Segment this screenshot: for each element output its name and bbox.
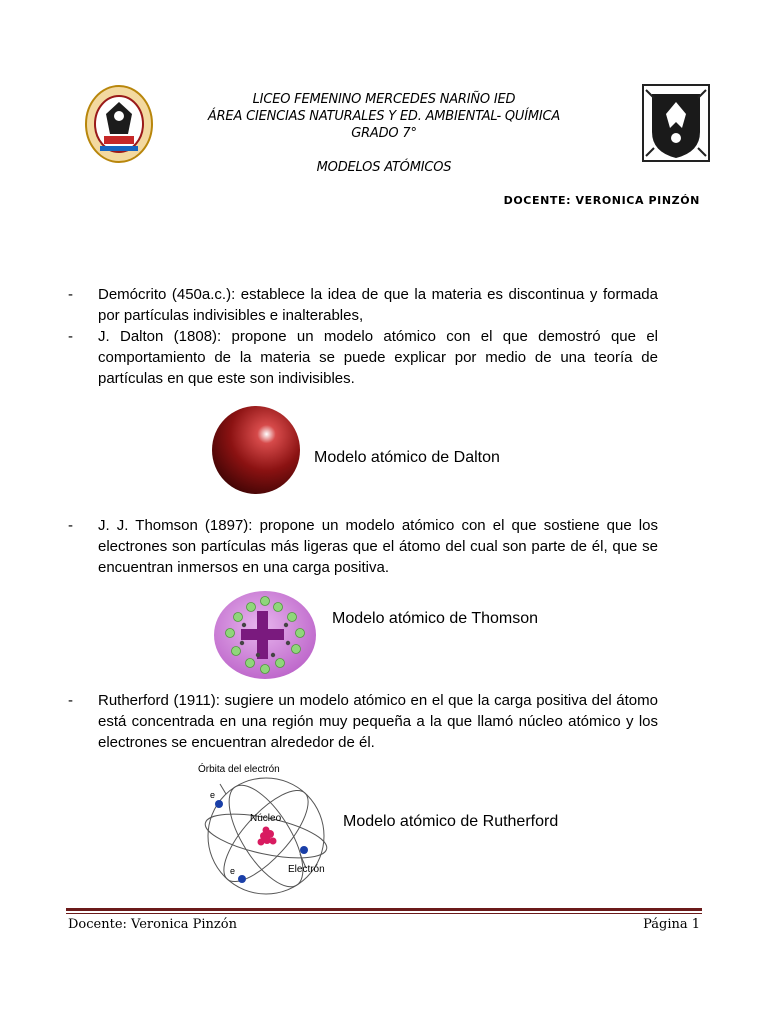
list-dash: - [68,328,73,345]
area-name: ÁREA CIENCIAS NATURALES Y ED. AMBIENTAL- QUÍMICA [207,109,561,124]
electron-symbol-label: e [230,866,236,876]
rutherford-caption: Modelo atómico de Rutherford [343,813,559,830]
list-item-rutherford [68,690,658,753]
nucleus-label: Núcleo [250,813,282,824]
footer-page-number: Página 1 [643,917,700,932]
grade-label: GRADO 7° [351,126,417,141]
list-item-text: J. Dalton (1808): propone un modelo atómico con el que demostró que el comportamiento de la materia se puede explicar por medio de una teoría de partículas en que este son indivisibles. [98,328,658,387]
thomson-caption: Modelo atómico de Thomson [332,610,539,627]
list-item-dalton [68,326,658,389]
list-item-text: J. J. Thomson (1897): propone un modelo atómico con el que sostiene que los electrones son partículas más ligeras que el átomo del cual son parte de él, que se encuentran inmersos en una carga positiva. [98,517,658,576]
list-dash: - [68,517,73,534]
thomson-model-image [212,589,318,681]
dalton-sphere-image [210,404,302,496]
dalton-caption: Modelo atómico de Dalton [314,449,500,466]
list-dash: - [68,286,73,303]
list-item-text: Rutherford (1911): sugiere un modelo atómico en el que la carga positiva del átomo está concentrada en una región muy pequeña a la que llamó núcleo atómico y los electrones se encuentran alrededor de él. [98,692,658,751]
page-title: MODELOS ATÓMICOS [316,160,452,175]
electron-symbol-label: e [210,790,216,800]
rutherford-model-image [196,764,336,900]
list-item-text: Demócrito (450a.c.): establece la idea de que la materia es discontinua y formada por partículas indivisibles e inalterables, [98,286,658,324]
electron-label: Electrón [288,864,325,875]
footer-divider [66,908,702,911]
footer-teacher: Docente: Veronica Pinzón [68,917,237,932]
teacher-name: DOCENTE: VERONICA PINZÓN [503,194,700,207]
list-item-democrito [68,284,658,326]
list-item-thomson [68,515,658,578]
school-name: LICEO FEMENINO MERCEDES NARIÑO IED [252,92,516,107]
footer-divider-thin [66,913,702,914]
orbit-label: Órbita del electrón [198,764,280,775]
list-dash: - [68,692,73,709]
